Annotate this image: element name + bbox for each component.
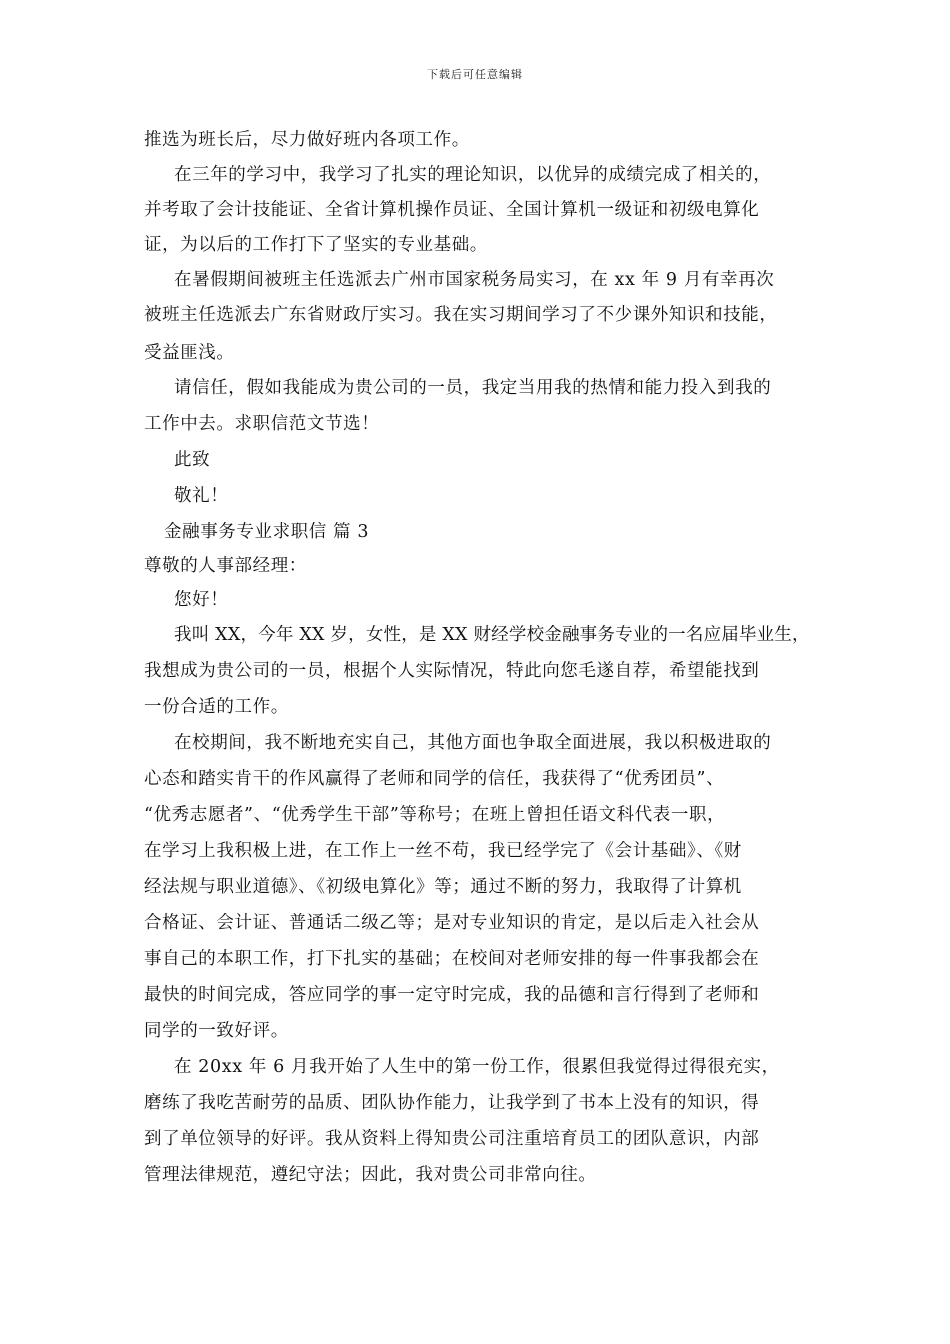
section-title: 金融事务专业求职信 篇 3 — [164, 522, 370, 542]
body-line: 证，为以后的工作打下了坚实的专业基础。 — [144, 235, 488, 255]
closing-regards: 敬礼！ — [174, 486, 229, 506]
body-line: “优秀志愿者”、“优秀学生干部”等称号；在班上曾担任语文科代表一职， — [144, 805, 726, 825]
closing-salutation: 此致 — [174, 450, 211, 470]
body-line: 管理法律规范，遵纪守法；因此，我对贵公司非常向往。 — [144, 1165, 597, 1185]
body-line: 在校期间，我不断地充实自己，其他方面也争取全面进展，我以积极进取的 — [174, 733, 772, 753]
letter-hello: 您好！ — [174, 590, 229, 610]
body-line: 磨练了我吃苦耐劳的品质、团队协作能力，让我学到了书本上没有的知识，得 — [144, 1093, 760, 1113]
body-line: 被班主任选派去广东省财政厅实习。我在实习期间学习了不少课外知识和技能， — [144, 305, 778, 325]
body-line: 在学习上我积极上进，在工作上一丝不苟，我已经学完了《会计基础》、《财 — [144, 841, 742, 861]
body-line: 心态和踏实肯干的作风赢得了老师和同学的信任，我获得了“优秀团员”、 — [144, 769, 725, 789]
body-line: 工作中去。求职信范文节选！ — [144, 414, 380, 434]
body-line: 推选为班长后，尽力做好班内各项工作。 — [144, 130, 470, 150]
body-line: 在暑假期间被班主任选派去广州市国家税务局实习，在 xx 年 9 月有幸再次 — [174, 270, 775, 290]
letter-greeting: 尊敬的人事部经理： — [144, 556, 307, 576]
body-line: 在 20xx 年 6 月我开始了人生中的第一份工作，很累但我觉得过得很充实， — [174, 1057, 780, 1077]
body-line: 经法规与职业道德》、《初级电算化》等；通过不断的努力，我取得了计算机 — [144, 877, 742, 897]
body-line: 合格证、会计证、普通话二级乙等；是对专业知识的肯定，是以后走入社会从 — [144, 913, 760, 933]
body-line: 到了单位领导的好评。我从资料上得知贵公司注重培育员工的团队意识，内部 — [144, 1129, 760, 1149]
page-header-note: 下载后可任意编辑 — [427, 68, 523, 81]
body-line: 受益匪浅。 — [144, 343, 235, 363]
body-line: 事自己的本职工作，打下扎实的基础；在校间对老师安排的每一件事我都会在 — [144, 949, 760, 969]
body-line: 一份合适的工作。 — [144, 697, 289, 717]
body-line: 请信任，假如我能成为贵公司的一员，我定当用我的热情和能力投入到我的 — [174, 378, 772, 398]
body-line: 在三年的学习中，我学习了扎实的理论知识，以优异的成绩完成了相关的， — [174, 165, 772, 185]
body-line: 我叫 XX，今年 XX 岁，女性，是 XX 财经学校金融事务专业的一名应届毕业生， — [174, 625, 810, 645]
body-line: 同学的一致好评。 — [144, 1021, 289, 1041]
body-line: 我想成为贵公司的一员，根据个人实际情况，特此向您毛遂自荐，希望能找到 — [144, 661, 760, 681]
body-line: 并考取了会计技能证、全省计算机操作员证、全国计算机一级证和初级电算化 — [144, 200, 760, 220]
body-line: 最快的时间完成，答应同学的事一定守时完成，我的品德和言行得到了老师和 — [144, 985, 760, 1005]
